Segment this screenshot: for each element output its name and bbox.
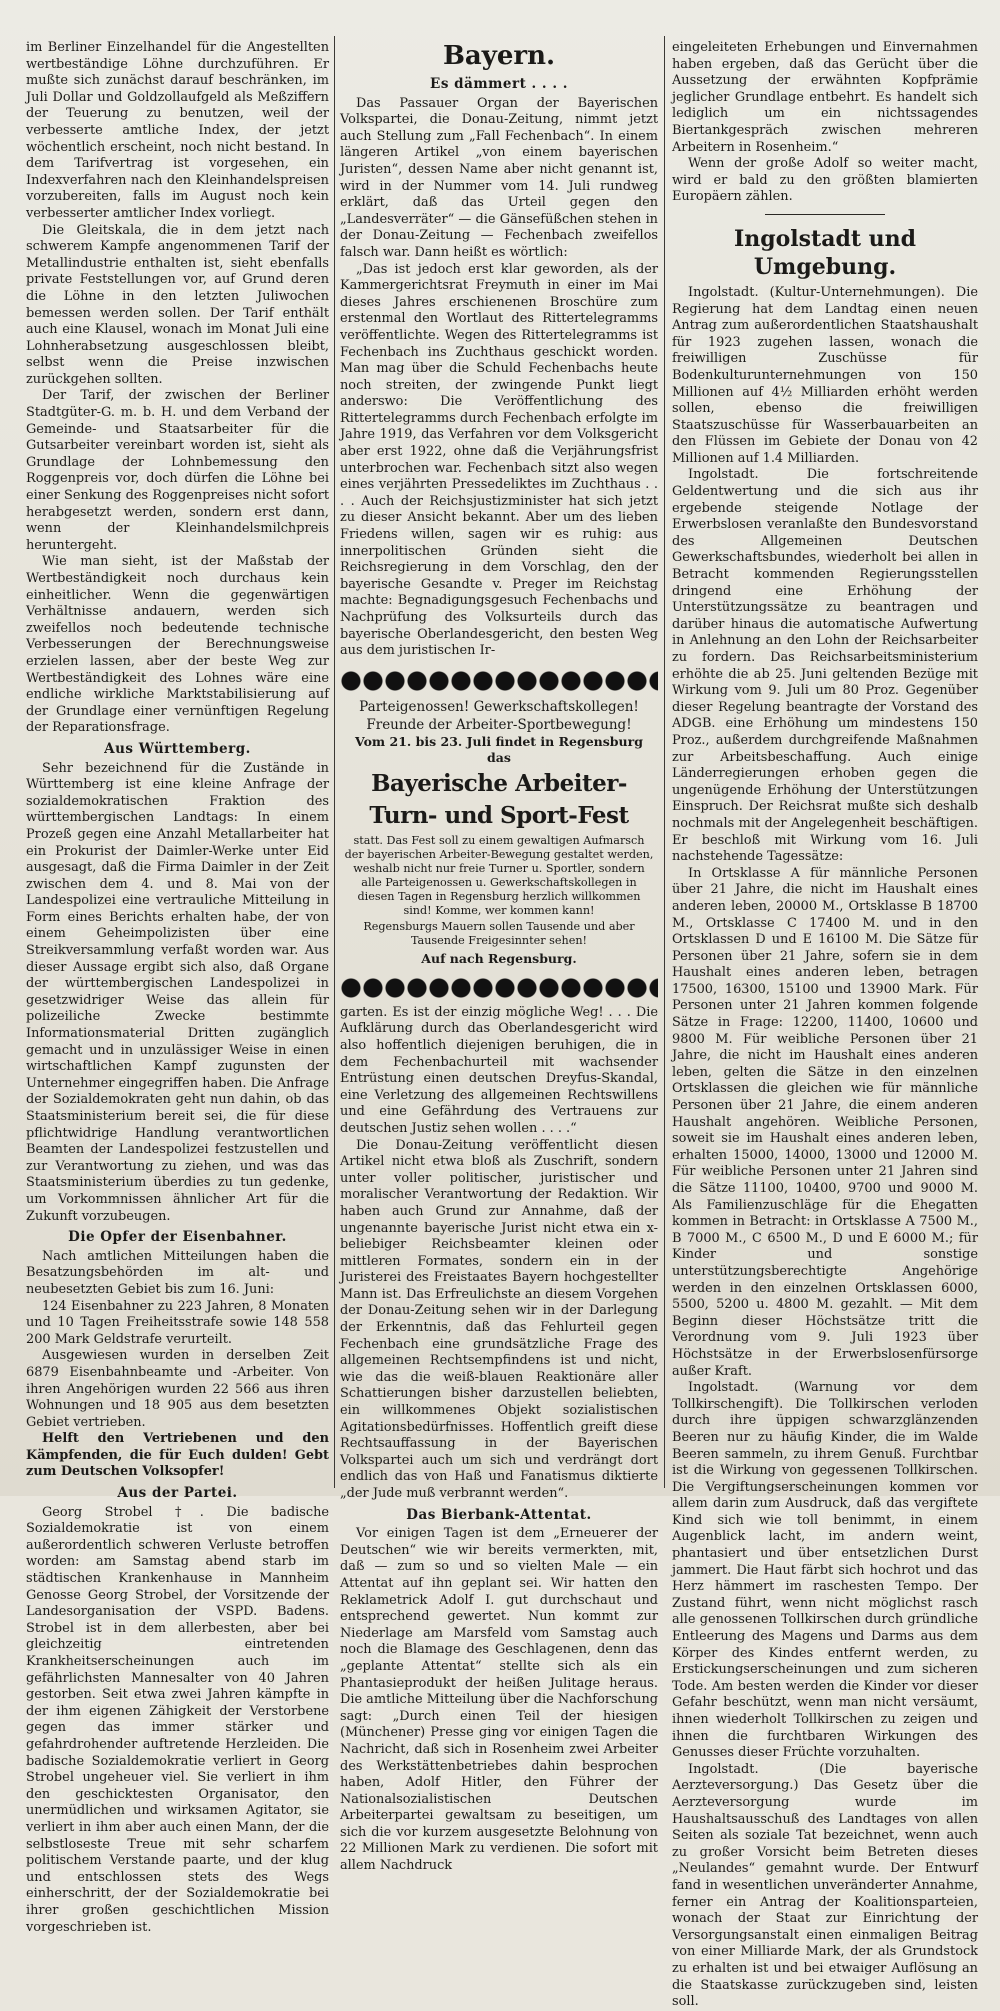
ad-line: Auf nach Regensburg.	[421, 950, 577, 966]
section-heading: Die Opfer der Eisenbahner.	[68, 1229, 287, 1246]
paragraph: 124 Eisenbahner zu 223 Jahren, 8 Monaten und 10 Tagen Freiheitsstrafe sowie 148 558 200 Mark Geldstrafe verurteilt.	[26, 1298, 329, 1347]
column-left	[26, 40, 329, 1935]
column-right	[672, 40, 978, 2010]
section-heading: Aus Württemberg.	[104, 740, 251, 757]
column-rule	[334, 36, 335, 1488]
ad-line: Vom 21. bis 23. Juli findet in Regensburg das	[355, 733, 643, 765]
paragraph: Georg Strobel †. Die badische Sozialdemokratie ist von einem außerordentlich schweren Verluste betroffen worden: am Samstag abend starb im städtischen Krankenhause in Mannheim Genosse Georg Strobel, der Vorsitzende der Landesorganisation der VSPD. Badens. Strobel ist in dem allerbesten, aber bei gleichzeitig eintretenden Krankheitserscheinungen auch im gefährlichsten Mannesalter von 40 Jahren gestorben. Seit etwa zwei Jahren kämpfte in der ihm eigenen Zähigkeit der Verstorbene gegen das immer stärker und gefahrdrohender auftretende Herzleiden. Die badische Sozialdemokratie verliert in Georg Strobel ungeheuer viel. Sie verliert in ihm den geschicktesten Organisator, den unermüdlichen und wirksamen Agitator, sie verliert in ihm aber auch einen Mann, der die selbstloseste Treue mit sehr scharfem politischem Verstande paarte, und der klug und entschlossen stets des Wegs einherschritt, der der Sozialdemokratie bei ihrer großen geschichtlichen Mission vorgeschrieben ist.	[26, 1504, 329, 1935]
divider	[765, 214, 885, 215]
paragraph: Die Donau-Zeitung veröffentlicht diesen Artikel nicht etwa bloß als Zuschrift, sondern unter voller politischer, juristischer und moralischer Verantwortung der Redaktion. Wir haben auch Grund zur Annahme, daß der ungenannte bayerische Jurist nicht etwa ein x-beliebiger Reichsbeamter kleinen oder mittleren Formates, sondern ein in der Juristerei des Freistaates Bayern hochgestellter Mann ist. Das Erfreulichste an diesem Vorgehen der Donau-Zeitung sehen wir in der Darlegung der Erkenntnis, daß das Fehlurteil gegen Fechenbach eine grundsätzliche Frage des allgemeinen Rechtsempfindens ist und nicht, wie das die weiß-blauen Reaktionäre aller Schattierungen bisher darzustellen beliebten, ein willkommenes Objekt sozialistischen Agitationsbedürfnisses. Hoffentlich greift diese Rechtsauffassung in der Bayerischen Volkspartei auch um sich und verdrängt dort endlich das von Haß und Fanatismus diktierte „der Jude muß verbrannt werden“.	[340, 1137, 658, 1501]
ad-line: statt. Das Fest soll zu einem gewaltigen Aufmarsch der bayerischen Arbeiter-Bewegung gestaltet werden, weshalb nicht nur freie Turner u. Sportler, sondern alle Parteigenossen u. Gewerkschaftskollegen in diesen Tagen in Regensburg herzlich willkommen sind! Komme, wer kommen kann!	[344, 833, 654, 917]
paragraph: Ausgewiesen wurden in derselben Zeit 6879 Eisenbahnbeamte und -Arbeiter. Von ihren Angehörigen wurden 22 566 aus ihren Wohnungen und 18 905 aus dem besetzten Gebiet vertrieben.	[26, 1348, 329, 1430]
section-title: Bayern.	[442, 41, 556, 71]
ad-line: Regensburgs Mauern sollen Tausende und aber Tausende Freigesinnter sehen!	[363, 919, 635, 947]
article-heading: Es dämmert . . . .	[430, 76, 568, 92]
paragraph: Vor einigen Tagen ist dem „Erneuerer der Deutschen“ wie wir bereits vermerkten, mit, daß — zum so und so vielten Male — ein Attentat auf ihn geplant sei. Wir hatten den Reklametrick Adolf I. gut durchschaut und entsprechend gewertet. Nun kommt zur Niederlage am Marsfeld vom Samstag auch noch die Blamage des Geschlagenen, denn das „geplante Attentat“ stellte sich als ein Phantasieprodukt der heißen Julitage heraus. Die amtliche Mitteilung über die Nachforschung sagt: „Durch einen Teil der hiesigen (Münchener) Presse ging vor einigen Tagen die Nachricht, daß sich in Rosenheim zwei Arbeiter des Werkstättenbetriebes dahin besprochen haben, Adolf Hitler, den Führer der Nationalsozialistischen Deutschen Arbeiterpartei gewaltsam zu beseitigen, um sich die vor kurzem ausgesetzte Belohnung von 22 Millionen Mark zu verdienen. Die sofort mit allem Nachdruck	[340, 1526, 658, 1874]
paragraph: im Berliner Einzelhandel für die Angestellten wertbeständige Löhne durchzuführen. Er mußte sich zunächst darauf beschränken, im Juli Dollar und Goldzollaufgeld als Meßziffern der Teuerung zu benutzen, weil der verbesserte amtliche Index, der jetzt wöchentlich erscheint, noch nicht bestand. In dem Tarifvertrag ist vorgesehen, ein Indexverfahren nach den Kleinhandelspreisen vorzubereiten, falls im August noch kein verbesserter amtlicher Index vorliegt.	[26, 40, 329, 221]
ad-line: Parteigenossen! Gewerkschaftskollegen! Freunde der Arbeiter-Sportbewegung!	[359, 698, 639, 733]
paragraph: Ingolstadt. (Kultur-Unternehmungen). Die Regierung hat dem Landtag einen neuen Antrag zum außerordentlichen Staatshaushalt für 1923 zugehen lassen, wonach die freiwilligen Zuschüsse für Bodenkulturunternehmungen von 150 Millionen auf 4½ Milliarden erhöht werden sollen, ebenso die freiwilligen Staatszuschüsse für Wasserbauarbeiten an den Flüssen im Gebiete der Donau von 42 Millionen auf 1.4 Milliarden.	[672, 284, 978, 466]
ad-title: Bayerische Arbeiter-Turn- und Sport-Fest	[369, 769, 629, 829]
paragraph: Wenn der große Adolf so weiter macht, wird er bald zu den größten blamierten Europäern zählen.	[672, 156, 978, 205]
column-rule	[664, 36, 665, 1488]
paragraph: Der Tarif, der zwischen der Berliner Stadtgüter-G. m. b. H. und dem Verband der Gemeinde- und Staatsarbeiter für die Gutsarbeiter vereinbart worden ist, sieht als Grundlage der Lohnbemessung den Roggenpreis vor, doch dürfen die Löhne bei einer Senkung des Roggenpreises nicht sofort herabgesetzt werden, sondern erst dann, wenn der Kleinhandelsmilchpreis heruntergeht.	[26, 388, 329, 553]
column-middle	[340, 40, 658, 1874]
section-heading: Aus der Partei.	[117, 1485, 238, 1502]
section-title: Ingolstadt und Umgebung.	[733, 225, 917, 280]
ad-border-top	[340, 670, 658, 692]
paragraph: Ingolstadt. (Warnung vor dem Tollkirschengift). Die Tollkirschen verloden durch ihre üppigen schwarzglänzenden Beeren nur zu häufig Kinder, die im Walde Beeren sammeln, zu ihrem Genuß. Furchtbar ist die Wirkung von gegessenen Tollkirschen. Die Vergiftungserscheinungen kommen vor allem darin zum Ausdruck, daß das vergiftete Kind sich wie toll benimmt, in einem Augenblick lacht, im andern weint, phantasiert und über entsetzlichen Durst jammert. Die Haut färbt sich hochrot und das Herz hämmert im raschesten Tempo. Der Zustand führt, wenn nicht möglichst rasch alle genossenen Tollkirschen durch gründliche Entleerung des Magens und Darms aus dem Körper des Kindes entfernt werden, zu Erstickungserscheinungen und zum sicheren Tode. Am besten werden die Kinder vor dieser Gefahr beschützt, wenn man nicht versäumt, ihnen wiederholt Tollkirschen zu zeigen und ihnen die furchtbaren Wirkungen des Genusses dieser Früchte vorzuhalten.	[672, 1380, 978, 1761]
paragraph: „Das ist jedoch erst klar geworden, als der Kammergerichtsrat Freymuth in einer im Mai dieses Jahres erschienenen Broschüre zum erstenmal den Wortlaut des Rittertelegramms veröffentlichte. Wegen des Rittertelegramms ist Fechenbach ins Zuchthaus geschickt worden. Man mag über die Schuld Fechenbachs heute noch streiten, der zwingende Punkt liegt anderswo: Die Veröffentlichung des Rittertelegramms durch Fechenbach erfolgte im Jahre 1919, das Verfahren vor dem Volksgericht aber erst 1922, ohne daß die Verjährungsfrist unterbrochen war. Fechenbach sitzt also wegen eines verjährten Pressedeliktes im Zuchthaus . . . . Auch der Reichsjustizminister hat sich jetzt zu dieser Ansicht bekannt. Aber um des lieben Friedens willen, sagen wir es ruhig: aus innerpolitischen Gründen sieht die Reichsregierung in dem Vorschlag, den der bayerische Gesandte v. Preger im Reichstag machte: Begnadigungsgesuch Fechenbachs und Nachprüfung des Volksurteils durch das bayerische Oberlandesgericht, den besten Weg aus dem juristischen Ir-	[340, 261, 658, 659]
paragraph: Nach amtlichen Mitteilungen haben die Besatzungsbehörden im alt- und neubesetzten Gebiet bis zum 16. Juni:	[26, 1248, 329, 1297]
article-heading: Das Bierbank-Attentat.	[406, 1506, 592, 1523]
paragraph: Die Gleitskala, die in dem jetzt nach schwerem Kampfe angenommenen Tarif der Metallindustrie enthalten ist, sieht ebenfalls private Feststellungen vor, auf Grund deren die Löhne in den letzten Juliwochen bemessen werden sollen. Der Tarif enthält auch eine Klausel, wonach im Monat Juli eine Lohnherabsetzung ausgeschlossen bleibt, selbst wenn die Preise inzwischen zurückgehen sollten.	[26, 222, 329, 387]
paragraph: eingeleiteten Erhebungen und Einvernahmen haben ergeben, daß das Gerücht über die Aussetzung der erwähnten Kopfprämie jeglicher Grundlage entbehrt. Es handelt sich lediglich um ein nichtssagendes Biertankgespräch zwischen mehreren Arbeitern in Rosenheim.“	[672, 40, 978, 155]
paragraph: Ingolstadt. (Die bayerische Aerzteversorgung.) Das Gesetz über die Aerzteversorgung wurde im Haushaltsausschuß des Landtages von allen Seiten als soziale Tat bezeichnet, wenn auch zu großer Vorsicht beim Betreten dieses „Neulandes“ gemahnt wurde. Der Entwurf fand in wesentlichen unveränderter Annahme, ferner ein Antrag der Koalitionsparteien, wonach der Staat zur Einrichtung der Versorgungsanstalt einen einmaligen Beitrag von einer Milliarde Mark, der als Grundstock zu erhalten ist und bei etwaiger Auflösung an die Staatskasse zurückzugeben sind, leisten soll.	[672, 1761, 978, 2010]
paragraph: garten. Es ist der einzig mögliche Weg! . . . Die Aufklärung durch das Oberlandesgericht wird also hoffentlich diejenigen beruhigen, die in dem Fechenbachurteil mit wachsender Entrüstung einen deutschen Dreyfus-Skandal, eine Verletzung des allgemeinen Rechtswillens und eine Gefährdung des Vertrauens zur deutschen Justiz sehen wollen . . . .“	[340, 1004, 658, 1136]
advertisement	[340, 698, 658, 967]
paragraph: Wie man sieht, ist der Maßstab der Wertbeständigkeit noch durchaus kein einheitlicher. Wenn die gegenwärtigen Verhältnisse andauern, werden sich zweifellos noch bedeutende technische Verbesserungen der Berechnungsweise erzielen lassen, aber der beste Weg zur Wertbeständigkeit des Lohnes wäre eine endliche wirkliche Marktstabilisierung auf der Grundlage einer vernünftigen Regelung der Reparationsfrage.	[26, 554, 329, 736]
paragraph: In Ortsklasse A für männliche Personen über 21 Jahre, die nicht im Haushalt eines anderen leben, 20000 M., Ortsklasse B 18700 M., Ortsklasse C 17400 M. und in den Ortsklassen D und E 16100 M. Die Sätze für Personen über 21 Jahre, sofern sie in dem Haushalt eines anderen leben, betragen 17500, 16300, 15100 und 13900 Mark. Für Personen unter 21 Jahren kommen folgende Sätze in Frage: 12200, 11400, 10600 und 9800 M. Für weibliche Personen über 21 Jahre, die nicht im Haushalt eines anderen leben, gelten die Sätze in den einzelnen Ortsklassen die gleichen wie für männliche Personen über 21 Jahre, die einem anderen Haushalt angehören. Weibliche Personen, soweit sie im Haushalt eines anderen leben, erhalten 15000, 14000, 13000 und 12000 M. Für weibliche Personen unter 21 Jahren sind die Sätze 11100, 10400, 9700 und 9000 M. Als Familienzuschläge für die Ehegatten kommen in Betracht: in Ortsklasse A 7500 M., B 7000 M., C 6500 M., D und E 6000 M.; für Kinder und sonstige unterstützungsberechtigte Angehörige werden in den einzelnen Ortsklassen 6000, 5500, 5200 u. 4800 M. gezahlt. — Mit dem Beginn dieser Höchstsätze tritt die Verordnung vom 9. Juli 1923 über Höchstsätze in der Erwerbslosenfürsorge außer Kraft.	[672, 865, 978, 1379]
paragraph: Ingolstadt. Die fortschreitende Geldentwertung und die sich aus ihr ergebende steigende Notlage der Erwerbslosen veranlaßte den Bundesvorstand des Allgemeinen Deutschen Gewerkschaftsbundes, wiederholt bei allen in Betracht kommenden Regierungsstellen dringend eine Erhöhung der Unterstützungssätze zu beantragen und darüber hinaus die automatische Aufwertung in Anlehnung an den Lohn der Reichsarbeiter zu fordern. Das Reichsarbeitsministerium erhöhte die ab 25. Juni geltenden Bezüge mit Wirkung vom 9. Juli um 80 Proz. Gegenüber dieser Regelung beantragte der Vorstand des ADGB. eine Erhöhung um mindestens 150 Proz., außerdem durchgreifende Maßnahmen zur Arbeitsbeschaffung. Auch einige Länderregierungen erhoben gegen die ungenügende Erhöhung der Unterstützungen Einspruch. Der Reichsrat mußte sich deshalb nochmals mit der Angelegenheit beschäftigen. Er beschloß mit Wirkung vom 16. Juli nachstehende Tagessätze:	[672, 467, 978, 865]
paragraph: Helft den Vertriebenen und den Kämpfenden, die für Euch dulden! Gebt zum Deutschen Volksopfer!	[26, 1431, 329, 1480]
paragraph: Sehr bezeichnend für die Zustände in Württemberg ist eine kleine Anfrage der sozialdemokratischen Fraktion des württembergischen Landtags: In einem Prozeß gegen eine Anzahl Metallarbeiter hat ein Prokurist der Daimler-Werke unter Eid ausgesagt, daß die Firma Daimler in der Zeit zwischen dem 4. und 8. Mai von der Landespolizei eine vertrauliche Mitteilung in Form eines Berichts erhalten habe, der von einem Geheimpolizisten über eine Streikversammlung verfaßt worden war. Aus dieser Aussage ergibt sich also, daß Organe der württembergischen Landespolizei in gesetzwidriger Weise das allein für polizeiliche Zwecke bestimmte Informationsmaterial Dritten zugänglich gemacht und in unzulässiger Weise in einen wirtschaftlichen Kampf zugunsten der Unternehmer eingegriffen haben. Die Anfrage der Sozialdemokraten geht nun dahin, ob das Staatsministerium bereit sei, die für diese pflichtwidrige Handlung verantwortlichen Beamten der Landespolizei festzustellen und zur Verantwortung zu ziehen, und was das Staatsministerium überdies zu tun gedenke, um Vorkommnissen ähnlicher Art für die Zukunft vorzubeugen.	[26, 760, 329, 1224]
paragraph: Das Passauer Organ der Bayerischen Volkspartei, die Donau-Zeitung, nimmt jetzt auch Stellung zum „Fall Fechenbach“. In einem längeren Artikel „von einem bayerischen Juristen“, dessen Name aber nicht genannt ist, wird in der Nummer vom 14. Juli rundweg erklärt, daß das Urteil gegen den „Landesverräter“ — die Gänsefüßchen stehen in der Donau-Zeitung — Fechenbach zweifellos falsch war. Dann heißt es wörtlich:	[340, 95, 658, 260]
ad-border-bottom	[340, 977, 658, 999]
